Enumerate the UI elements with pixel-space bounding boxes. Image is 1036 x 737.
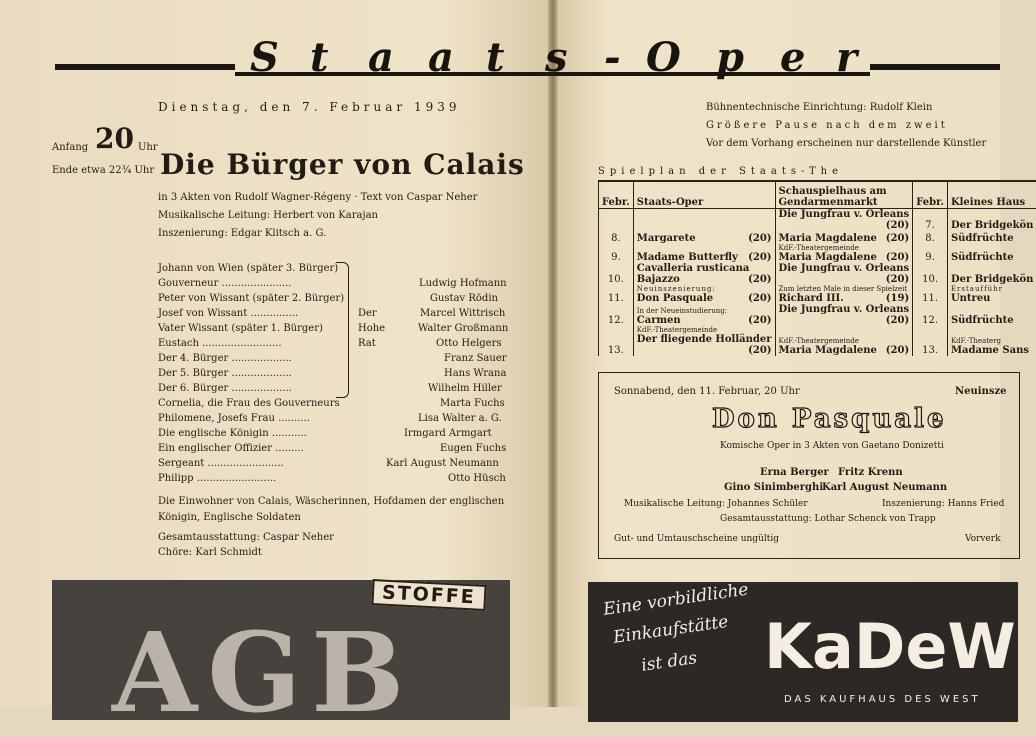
- cast-actor: Otto Hüsch: [448, 473, 506, 484]
- book-gutter: [548, 0, 558, 707]
- table-header: Kleines Haus: [947, 181, 1036, 209]
- cast-actor: Eugen Fuchs: [440, 443, 506, 454]
- play-time: (20): [886, 252, 909, 263]
- table-header: Staats-Oper: [633, 181, 775, 209]
- oper-cell: [633, 231, 775, 244]
- performance-date: Dienstag, den 7. Februar 1939: [158, 100, 461, 114]
- table-row: [599, 244, 1036, 263]
- play-title: Maria Magdalene: [779, 252, 877, 263]
- oper-cell: [633, 209, 775, 232]
- anfang-unit: Uhr: [138, 142, 158, 153]
- play-note: Zum letzten Male in dieser Spielzeit: [779, 285, 910, 293]
- kadewe-slogan: Einkaufstätte: [612, 612, 730, 648]
- cast-actor: Gustav Rödin: [430, 293, 498, 304]
- work-title: Die Bürger von Calais: [160, 148, 525, 181]
- schauspiel-cell: [775, 263, 913, 285]
- header-letter: t: [310, 34, 328, 81]
- schauspiel-cell: [775, 304, 913, 326]
- schauspiel-cell: [775, 244, 913, 263]
- anfang-label: Anfang: [52, 142, 88, 153]
- day-cell: 11.: [913, 285, 948, 304]
- cast-role: Gouverneur ......................: [158, 278, 292, 289]
- kleines-cell: Der Bridgekön: [947, 263, 1036, 285]
- singer-name: Fritz Krenn: [838, 467, 903, 478]
- day-cell: 13.: [913, 326, 948, 356]
- singer-name: Gino Sinimberghi: [724, 482, 823, 493]
- schauspiel-cell: [775, 209, 913, 232]
- play-time: (20): [886, 220, 909, 231]
- header-letter: a: [368, 34, 394, 81]
- kleines-cell: Der Bridgekön: [947, 209, 1036, 232]
- ensemble-line: Königin, Englische Soldaten: [158, 512, 301, 523]
- play-title: Die Jungfrau v. Orleans: [779, 263, 910, 274]
- musical-direction: Musikalische Leitung: Herbert von Karajan: [158, 210, 378, 221]
- opera-time: (20): [748, 252, 771, 263]
- play-title: Die Jungfrau v. Orleans: [779, 304, 910, 315]
- table-header: Febr.: [599, 181, 634, 209]
- opera-title: Madame Butterfly: [637, 252, 738, 263]
- oper-cell: [633, 304, 775, 326]
- play-time: (20): [886, 315, 909, 326]
- schedule-table: [598, 180, 1036, 356]
- set-design-credit: Gesamtausstattung: Caspar Neher: [158, 532, 334, 543]
- day-cell: 7.: [913, 209, 948, 232]
- opera-time: (20): [748, 345, 771, 356]
- cast-actor: Hans Wrana: [444, 368, 506, 379]
- cast-actor: Franz Sauer: [444, 353, 507, 364]
- opera-time: (20): [748, 233, 771, 244]
- cast-actor: Ludwig Hofmann: [419, 278, 507, 289]
- box-date: Sonnabend, den 11. Februar, 20 Uhr: [614, 386, 800, 397]
- day-cell: 8.: [913, 231, 948, 244]
- cast-role: Sergeant ........................: [158, 458, 284, 469]
- oper-cell: [633, 244, 775, 263]
- schauspiel-cell: [775, 326, 913, 356]
- play-time: (20): [886, 274, 909, 285]
- box-set-design: Gesamtausstattung: Lothar Schenck von Trapp: [720, 514, 936, 524]
- play-note: KdF.-Theatergemeinde: [779, 337, 910, 345]
- opera-title: Margarete: [637, 233, 696, 244]
- table-header: Schauspielhaus am Gendarmenmarkt: [775, 181, 913, 209]
- day-cell: 10.: [913, 263, 948, 285]
- table-header-row: [599, 181, 1036, 209]
- cast-actor: Marta Fuchs: [440, 398, 505, 409]
- opera-title: Carmen: [637, 315, 681, 326]
- header-letter: -: [604, 34, 621, 81]
- table-row: [599, 209, 1036, 232]
- kleines-cell: [947, 285, 1036, 304]
- cast-role: Vater Wissant (später 1. Bürger): [158, 323, 323, 334]
- day-cell: 9.: [599, 244, 634, 263]
- table-row: [599, 285, 1036, 304]
- chorus-credit: Chöre: Karl Schmidt: [158, 547, 262, 558]
- kadewe-slogan: ist das: [640, 648, 698, 676]
- opera-title: Cavalleria rusticana Bajazzo: [637, 263, 750, 285]
- cast-actor: Otto Helgers: [436, 338, 502, 349]
- agb-logo: AGB: [112, 608, 414, 737]
- cast-role: Eustach .........................: [158, 338, 282, 349]
- cast-actor: Marcel Wittrisch: [420, 308, 505, 319]
- kleines-title: Madame Sans: [951, 345, 1029, 356]
- box-voucher-note: Gut- und Umtauschscheine ungültig: [614, 534, 779, 544]
- council-label: Der: [358, 308, 377, 319]
- opera-time: (20): [748, 315, 771, 326]
- kleines-cell: Südfrüchte: [947, 244, 1036, 263]
- day-cell: 12.: [913, 304, 948, 326]
- header-letter: p: [716, 34, 744, 81]
- table-row: [599, 263, 1036, 285]
- cast-actor: Walter Großmann: [418, 323, 508, 334]
- header-letter: S: [250, 34, 279, 81]
- header-letter: t: [486, 34, 504, 81]
- singer-name: Erna Berger: [760, 467, 829, 478]
- play-time: (20): [886, 345, 909, 356]
- schauspiel-cell: [775, 285, 913, 304]
- play-title: Die Jungfrau v. Orleans: [779, 209, 910, 220]
- cast-actor: Wilhelm Hiller: [428, 383, 502, 394]
- play-title: Richard III.: [779, 293, 844, 304]
- opera-note: In der Neueinstudierung:: [637, 307, 772, 315]
- cast-actor: Lisa Walter a. G.: [418, 413, 502, 424]
- kleines-cell: [947, 326, 1036, 356]
- cast-actor: Karl August Neumann: [386, 458, 499, 469]
- cast-role: Cornelia, die Frau des Gouverneurs: [158, 398, 340, 409]
- table-row: [599, 326, 1036, 356]
- cast-role: Ein englischer Offizier .........: [158, 443, 304, 454]
- stage-technics-credit: Bühnentechnische Einrichtung: Rudolf Klein: [706, 102, 932, 113]
- kleines-cell: Südfrüchte: [947, 231, 1036, 244]
- play-time: (20): [886, 233, 909, 244]
- council-label: Rat: [358, 338, 376, 349]
- header-letter: r: [836, 34, 857, 81]
- kleines-note: Erstaufführ: [951, 285, 1034, 293]
- staging-credit: Inszenierung: Edgar Klitsch a. G.: [158, 228, 326, 239]
- ensemble-line: Die Einwohner von Calais, Wäscherinnen, Hofdamen der englischen: [158, 496, 504, 507]
- cast-role: Philipp .........................: [158, 473, 276, 484]
- box-neuinsz: Neuinsze: [955, 386, 1007, 397]
- council-label: Hohe: [358, 323, 385, 334]
- cast-role: Peter von Wissant (später 2. Bürger): [158, 293, 344, 304]
- box-staging: Inszenierung: Hanns Fried: [882, 499, 1004, 509]
- oper-cell: [633, 263, 775, 285]
- table-row: [599, 304, 1036, 326]
- citizens-brace: [336, 262, 349, 398]
- box-title: Don Pasquale: [712, 404, 947, 434]
- opera-time: (20): [748, 274, 771, 285]
- agb-stoffe-label: STOFFE: [371, 579, 486, 611]
- kleines-note: KdF.-Theaterg: [951, 337, 1034, 345]
- curtain-note: Vor dem Vorhang erscheinen nur darstellende Künstler: [706, 138, 986, 149]
- box-music-direction: Musikalische Leitung: Johannes Schüler: [624, 499, 808, 509]
- kadewe-slogan: Eine vorbildliche: [602, 580, 750, 620]
- cast-role: Der 6. Bürger ...................: [158, 383, 292, 394]
- cast-role: Philomene, Josefs Frau ..........: [158, 413, 310, 424]
- cast-role: Der 5. Bürger ...................: [158, 368, 292, 379]
- header-rule-right: [870, 64, 1000, 70]
- day-cell: 9.: [913, 244, 948, 263]
- kleines-title: Untreu: [951, 293, 991, 304]
- opera-title: Don Pasquale: [637, 293, 713, 304]
- box-subtitle: Komische Oper in 3 Akten von Gaetano Donizetti: [720, 441, 944, 451]
- oper-cell: [633, 326, 775, 356]
- header-letter: a: [428, 34, 454, 81]
- day-cell: 11.: [599, 285, 634, 304]
- day-cell: 12.: [599, 304, 634, 326]
- day-cell: 10.: [599, 263, 634, 285]
- table-header: Febr.: [913, 181, 948, 209]
- play-title: Maria Magdalene: [779, 233, 877, 244]
- box-presale: Vorverk: [965, 534, 1001, 544]
- cast-role: Josef von Wissant ...............: [158, 308, 298, 319]
- don-pasquale-box: [598, 372, 1020, 559]
- header-letter: e: [780, 34, 805, 81]
- play-note: KdF.-Theatergemeinde: [779, 244, 910, 252]
- kadewe-advertisement: [588, 582, 1018, 722]
- kadewe-logo: KaDeW: [764, 610, 1016, 683]
- kadewe-subline: DAS KAUFHAUS DES WEST: [784, 694, 981, 705]
- spielplan-title: Spielplan der Staats-The: [598, 166, 843, 177]
- cast-role: Die englische Königin ...........: [158, 428, 307, 439]
- opera-time: (20): [748, 293, 771, 304]
- play-time: (19): [886, 293, 909, 304]
- header-letter: s: [545, 34, 568, 81]
- ende-time: Ende etwa 22¾ Uhr: [52, 165, 154, 176]
- header-rule-left: [55, 64, 235, 70]
- kleines-cell: Südfrüchte: [947, 304, 1036, 326]
- singer-name: Karl August Neumann: [822, 482, 947, 493]
- opera-title: Der fliegende Holländer: [637, 334, 772, 345]
- oper-cell: [633, 285, 775, 304]
- cast-role: Der 4. Bürger ...................: [158, 353, 292, 364]
- schauspiel-cell: [775, 231, 913, 244]
- header-letter: O: [646, 34, 681, 81]
- anfang-time: 20: [95, 122, 134, 155]
- day-cell: 8.: [599, 231, 634, 244]
- opera-note: Neuinszenierung:: [637, 285, 772, 293]
- subtitle: in 3 Akten von Rudolf Wagner-Régeny · Text von Caspar Neher: [158, 192, 477, 203]
- cast-role: Johann von Wien (später 3. Bürger): [158, 263, 338, 274]
- play-title: Maria Magdalene: [779, 345, 877, 356]
- day-cell: [599, 209, 634, 232]
- table-row: [599, 231, 1036, 244]
- opera-note: KdF.-Theatergemeinde: [637, 326, 772, 334]
- intermission-note: Größere Pause nach dem zweit: [706, 120, 948, 131]
- day-cell: 13.: [599, 326, 634, 356]
- cast-actor: Irmgard Armgart: [404, 428, 492, 439]
